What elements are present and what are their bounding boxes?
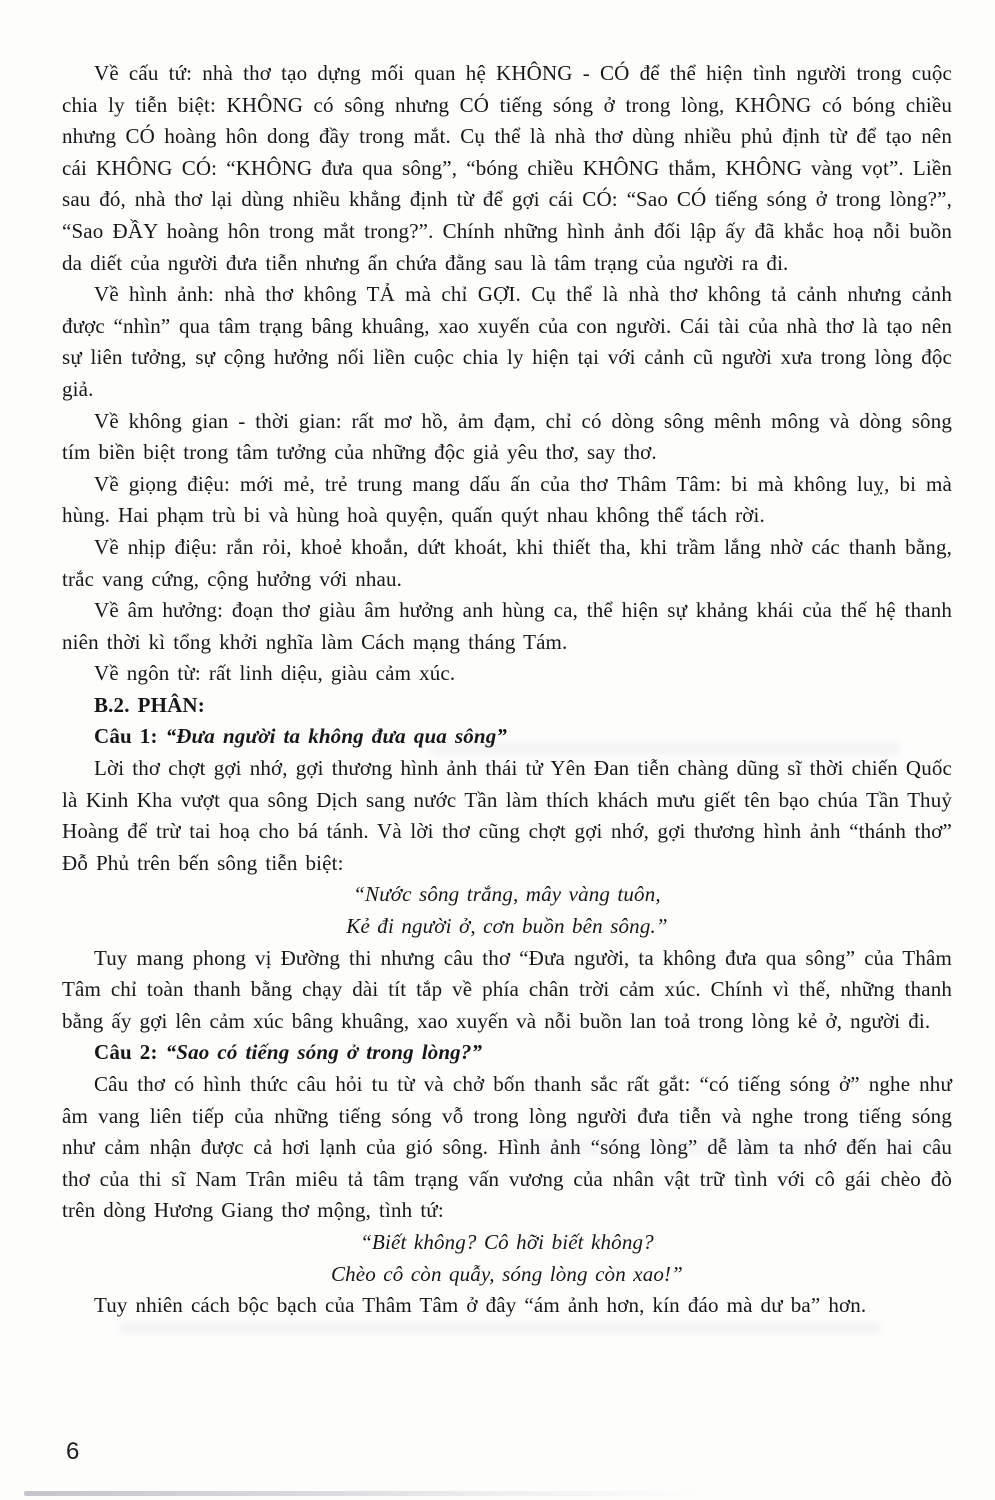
paragraph-duong-thi: Tuy mang phong vị Đường thi nhưng câu thơ “Đưa người, ta không đưa qua sông” của Thâm Tâm chỉ toàn thanh bằng chạy dài tít tắp về phía chân trời cảm xúc. Chính vì thế, những thanh bằng ấy gợi lên cảm xúc bâng khuâng, xao xuyến và nỗi buồn lan toả trong lòng kẻ ở, người đi. <box>62 945 952 1033</box>
verse-do-phu-line-1: “Nước sông trắng, mây vàng tuôn, <box>353 882 661 907</box>
paragraph-conclusion: Tuy nhiên cách bộc bạch của Thâm Tâm ở đây “ám ảnh hơn, kín đáo mà dư ba” hơn. <box>94 1293 867 1318</box>
page-number: 6 <box>66 1438 80 1465</box>
paragraph-khong-gian-thoi-gian: Về không gian - thời gian: rất mơ hồ, ảm đạm, chỉ có dòng sông mênh mông và dòng sông tím biền biệt trong tâm tưởng của những độc giả yêu thơ, say thơ. <box>62 408 952 465</box>
scan-bleed-artifact <box>120 1322 880 1334</box>
paragraph-ngon-tu: Về ngôn từ: rất linh diệu, giàu cảm xúc. <box>94 661 456 686</box>
subheading-cau-2 <box>62 1037 952 1069</box>
paragraph-cau-1-analysis: Lời thơ chợt gợi nhớ, gợi thương hình ảnh thái tử Yên Đan tiễn chàng dũng sĩ thời chiến Quốc là Kinh Kha vượt qua sông Dịch sang nước Tần làm thích khách mưu giết tên bạo chúa Tần Thuỷ Hoàng để trừ tai hoạ cho bá tánh. Và lời thơ cũng chợt gợi nhớ, gợi thương hình ảnh “thánh thơ” Đỗ Phủ trên bến sông tiễn biệt: <box>62 756 952 875</box>
cau-1-label: Câu 1: <box>94 724 166 749</box>
verse-nam-tran-line-2: Chèo cô còn quẫy, sóng lòng còn xao!” <box>330 1261 683 1286</box>
scan-bleed-artifact <box>520 1140 940 1154</box>
paragraph-hinh-anh: Về hình ảnh: nhà thơ không TẢ mà chỉ GỢI. Cụ thể là nhà thơ không tả cảnh nhưng cảnh được “nhìn” qua tâm trạng bâng khuâng, xao xuyến của con người. Cái tài của nhà thơ là tạo nên sự liên tưởng, sự cộng hưởng nối liền cuộc chia ly hiện tại với cảnh cũ người xưa trong lòng độc giả. <box>62 282 952 401</box>
verse-nam-tran-line-1: “Biết không? Cô hỡi biết không? <box>360 1229 654 1254</box>
scan-bleed-artifact <box>430 742 900 756</box>
paragraph-cau-tu: Về cấu tứ: nhà thơ tạo dựng mối quan hệ KHÔNG - CÓ để thể hiện tình người trong cuộc chia ly tiễn biệt: KHÔNG có sông nhưng CÓ tiếng sóng ở trong lòng, KHÔNG có bóng chiều nhưng CÓ hoàng hôn dong đầy trong mắt. Cụ thể là nhà thơ dùng nhiều phủ định từ để tạo nên cái KHÔNG CÓ: “KHÔNG đưa qua sông”, “bóng chiều KHÔNG thắm, KHÔNG vàng vọt”. Liền sau đó, nhà thơ lại dùng nhiều khẳng định từ để gợi cái CÓ: “Sao CÓ tiếng sóng ở trong lòng?”, “Sao ĐẦY hoàng hôn trong mắt trong?”. Chính những hình ảnh đối lập ấy đã khắc hoạ nỗi buồn da diết của người đưa tiễn nhưng ẩn chứa đằng sau là tâm trạng của người ra đi. <box>62 61 952 275</box>
section-heading-b2-phan: B.2. PHÂN: <box>94 692 205 717</box>
cau-2-quote: “Sao có tiếng sóng ở trong lòng?” <box>165 1040 483 1065</box>
paragraph-cau-2-analysis: Câu thơ có hình thức câu hỏi tu từ và chở bốn thanh sắc rất gắt: “có tiếng sóng ở” nghe như âm vang liên tiếp của những tiếng sóng vỗ trong lòng người đưa tiễn và nghe trong tiếng sóng như cảm nhận được cả hơi lạnh của gió sông. Hình ảnh “sóng lòng” dễ làm ta nhớ đến hai câu thơ của thi sĩ Nam Trân miêu tả tâm trạng vấn vương của nhân vật trữ tình với cô gái chèo đò trên dòng Hương Giang thơ mộng, tình tứ: <box>62 1072 952 1223</box>
paragraph-nhip-dieu: Về nhịp điệu: rắn rỏi, khoẻ khoắn, dứt khoát, khi thiết tha, khi trầm lắng nhờ các thanh bằng, trắc vang cứng, cộng hưởng với nhau. <box>62 534 952 591</box>
scan-edge-artifact <box>24 1491 704 1496</box>
page-text-block <box>62 58 952 1322</box>
cau-1-quote: “Đưa người ta không đưa qua sông” <box>165 724 508 749</box>
cau-2-label: Câu 2: <box>94 1040 166 1065</box>
paragraph-giong-dieu: Về giọng điệu: mới mẻ, trẻ trung mang dấu ấn của thơ Thâm Tâm: bi mà không luỵ, bi mà hùng. Hai phạm trù bi và hùng hoà quyện, quấn quýt nhau không thể tách rời. <box>62 471 952 528</box>
verse-do-phu-line-2: Kẻ đi người ở, cơn buồn bên sông.” <box>346 914 668 939</box>
paragraph-am-huong: Về âm hưởng: đoạn thơ giàu âm hưởng anh hùng ca, thể hiện sự khảng khái của thế hệ thanh niên thời kì tổng khởi nghĩa làm Cách mạng tháng Tám. <box>62 598 952 654</box>
